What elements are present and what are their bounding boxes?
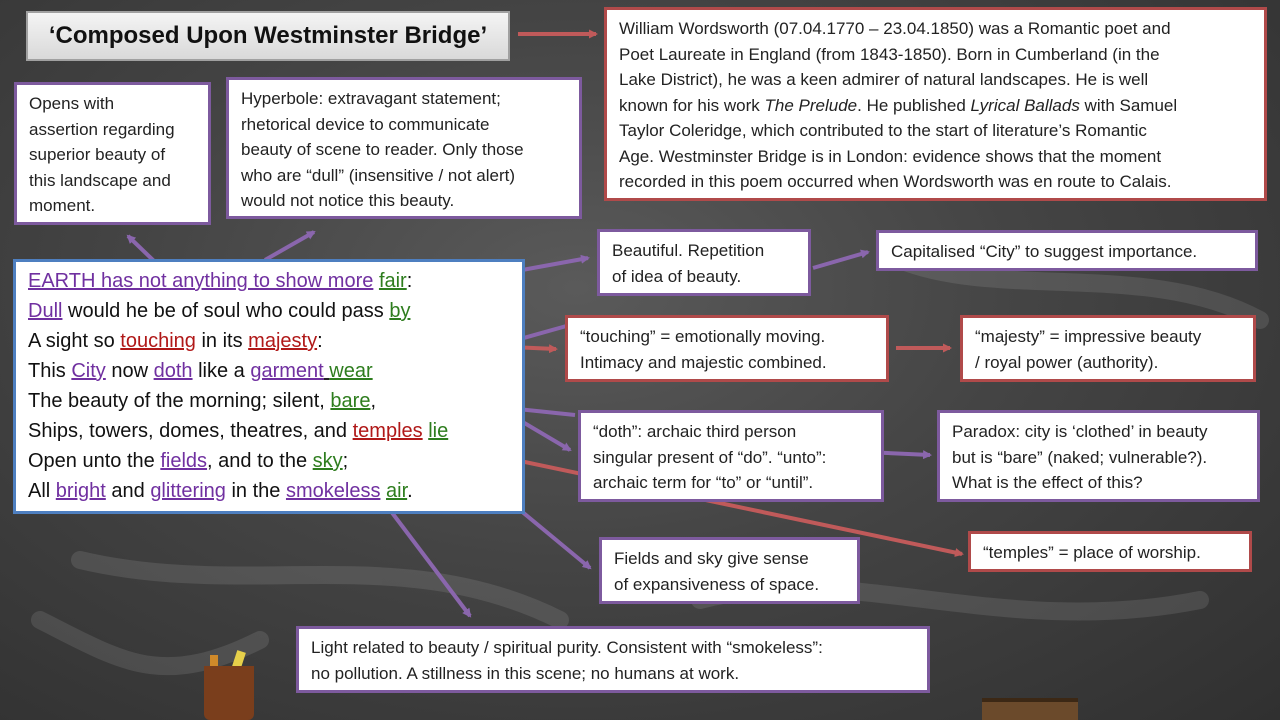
note-beautiful: Beautiful. Repetition of idea of beauty. bbox=[597, 229, 811, 296]
note-fields: Fields and sky give sense of expansiveness of space. bbox=[599, 537, 860, 604]
note-touching: “touching” = emotionally moving. Intimacy and majestic combined. bbox=[565, 315, 889, 382]
note-doth: “doth”: archaic third person singular present of “do”. “unto”: archaic term for “to” or “until”. bbox=[578, 410, 884, 502]
poem-line-6: Ships, towers, domes, theatres, and temples lie bbox=[28, 420, 449, 442]
note-light: Light related to beauty / spiritual purity. Consistent with “smokeless”: no pollution. A stillness in this scene; no humans at work. bbox=[296, 626, 930, 693]
poem-line-5: The beauty of the morning; silent, bare, bbox=[28, 390, 376, 412]
poem-line-8: All bright and glittering in the smokeless air. bbox=[28, 480, 413, 502]
author-note: William Wordsworth (07.04.1770 – 23.04.1850) was a Romantic poet and Poet Laureate in England (from 1843-1850). Born in Cumberland (in the Lake District), he was a keen admirer of natural landscapes. He is well known for his work The Prelude. He published Lyrical Ballads with Samuel Taylor Coleridge, which contributed to the start of literature’s Romantic Age. Westminster Bridge is in London: evidence shows that the moment recorded in this poem occurred when Wordsworth was en route to Calais. bbox=[604, 7, 1267, 201]
page-title: ‘Composed Upon Westminster Bridge’ bbox=[26, 11, 510, 61]
poem-text bbox=[13, 259, 525, 514]
arrow-hyperbole bbox=[265, 232, 314, 260]
note-temples: “temples” = place of worship. bbox=[968, 531, 1252, 572]
poem-line-2: Dull would he be of soul who could pass by bbox=[28, 300, 411, 322]
note-city: Capitalised “City” to suggest importance. bbox=[876, 230, 1258, 271]
pencil-cup-icon bbox=[204, 666, 254, 720]
title-lyrical-ballads: Lyrical Ballads bbox=[970, 95, 1080, 115]
title-the-prelude: The Prelude bbox=[764, 95, 858, 115]
arrow-light bbox=[390, 510, 470, 616]
poem-line-4: This City now doth like a garment wear bbox=[28, 360, 373, 382]
poem-line-3: A sight so touching in its majesty: bbox=[28, 330, 323, 352]
poem-line-7: Open unto the fields, and to the sky; bbox=[28, 450, 349, 472]
note-majesty: “majesty” = impressive beauty / royal power (authority). bbox=[960, 315, 1256, 382]
note-paradox: Paradox: city is ‘clothed’ in beauty but is “bare” (naked; vulnerable?). What is the effect of this? bbox=[937, 410, 1260, 502]
board-eraser-icon bbox=[982, 698, 1078, 720]
note-opens: Opens with assertion regarding superior beauty of this landscape and moment. bbox=[14, 82, 211, 225]
poem-line-1: EARTH has not anything to show more fair: bbox=[28, 270, 413, 292]
note-hyperbole: Hyperbole: extravagant statement; rhetorical device to communicate beauty of scene to reader. Only those who are “dull” (insensitive / not alert) would not notice this beauty. bbox=[226, 77, 582, 219]
arrow-city bbox=[813, 252, 868, 268]
